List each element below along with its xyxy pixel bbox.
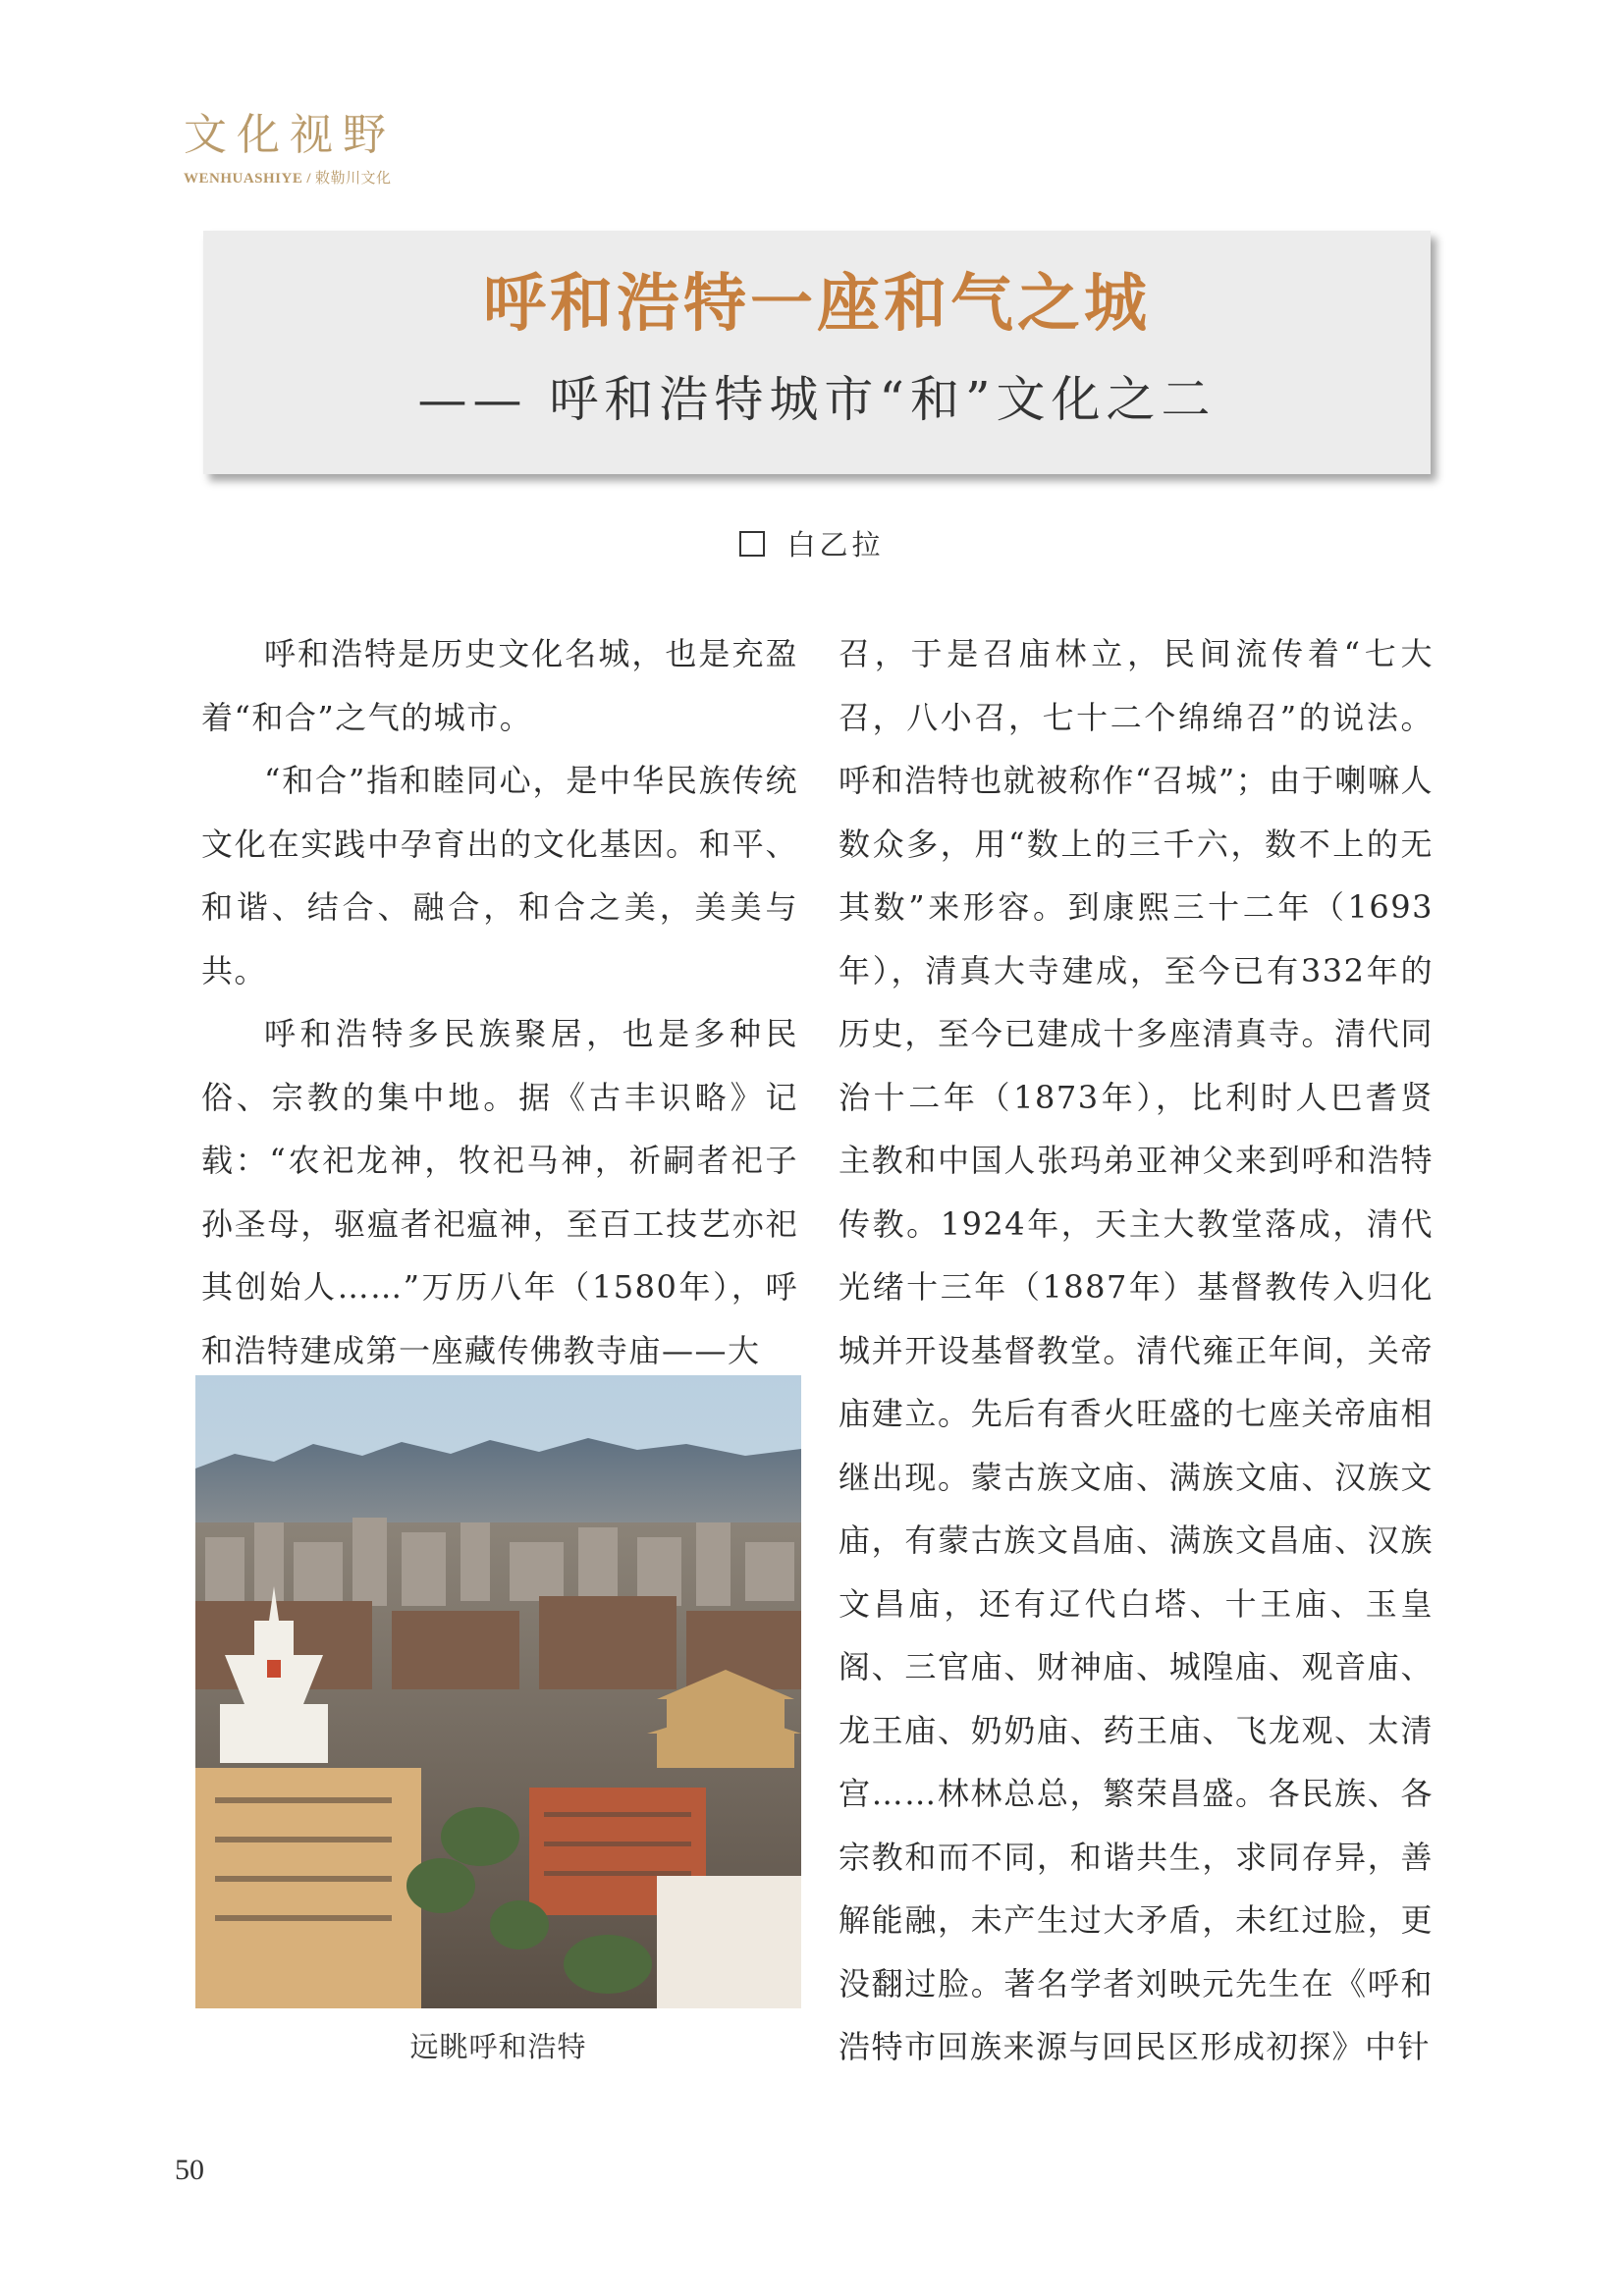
- title-box: [203, 231, 1431, 474]
- article-title: 呼和浩特一座和气之城: [483, 268, 1151, 341]
- byline: [0, 523, 1624, 563]
- section-subtitle: 敕勒川文化: [315, 171, 392, 187]
- section-slash: /: [306, 171, 312, 187]
- section-title-cn: 文化视野: [184, 110, 396, 160]
- page-number: 50: [175, 2154, 204, 2186]
- section-title-en: WENHUASHIYE: [184, 171, 303, 187]
- left-column: [201, 622, 798, 1382]
- photo-caption: 远眺呼和浩特: [409, 2030, 587, 2063]
- paragraph: 呼和浩特是历史文化名城，也是充盈着“和合”之气的城市。: [201, 635, 798, 736]
- square-icon: [739, 531, 765, 557]
- section-header: [184, 110, 396, 187]
- city-skyline-image: [195, 1375, 801, 2008]
- author-name: 白乙拉: [786, 528, 885, 561]
- paragraph: “和合”指和睦同心，是中华民族传统文化在实践中孕育出的文化基因。和平、和谐、结合、融合，和合之美，美美与共。: [201, 762, 798, 989]
- right-column: [839, 622, 1434, 2079]
- paragraph: 呼和浩特多民族聚居，也是多种民俗、宗教的集中地。据《古丰识略》记载：“农祀龙神，牧祀马神，祈嗣者祀子孙圣母，驱瘟者祀瘟神，至百工技艺亦祀其创始人……”万历八年（1580年），呼和浩特建成第一座藏传佛教寺庙——大: [201, 1015, 798, 1369]
- section-title-en-line: [184, 167, 396, 187]
- city-photo: [195, 1375, 801, 2008]
- article-subtitle: —— 呼和浩特城市“和”文化之二: [417, 371, 1217, 428]
- paragraph: 召，于是召庙林立，民间流传着“七大召，八小召，七十二个绵绵召”的说法。呼和浩特也就被称作“召城”；由于喇嘛人数众多，用“数上的三千六，数不上的无其数”来形容。到康熙三十二年（1693年），清真大寺建成，至今已有332年的历史，至今已建成十多座清真寺。清代同治十二年（1873年），比利时人巴耆贤主教和中国人张玛弟亚神父来到呼和浩特传教。1924年，天主大教堂落成，清代光绪十三年（1887年）基督教传入归化城并开设基督教堂。清代雍正年间，关帝庙建立。先后有香火旺盛的七座关帝庙相继出现。蒙古族文庙、满族文庙、汉族文庙，有蒙古族文昌庙、满族文昌庙、汉族文昌庙，还有辽代白塔、十王庙、玉皇阁、三官庙、财神庙、城隍庙、观音庙、龙王庙、奶奶庙、药王庙、飞龙观、太清宫……林林总总，繁荣昌盛。各民族、各宗教和而不同，和谐共生，求同存异，善解能融，未产生过大矛盾，未红过脸，更没翻过脸。著名学者刘映元先生在《呼和浩特市回族来源与回民区形成初探》中针: [839, 635, 1434, 2065]
